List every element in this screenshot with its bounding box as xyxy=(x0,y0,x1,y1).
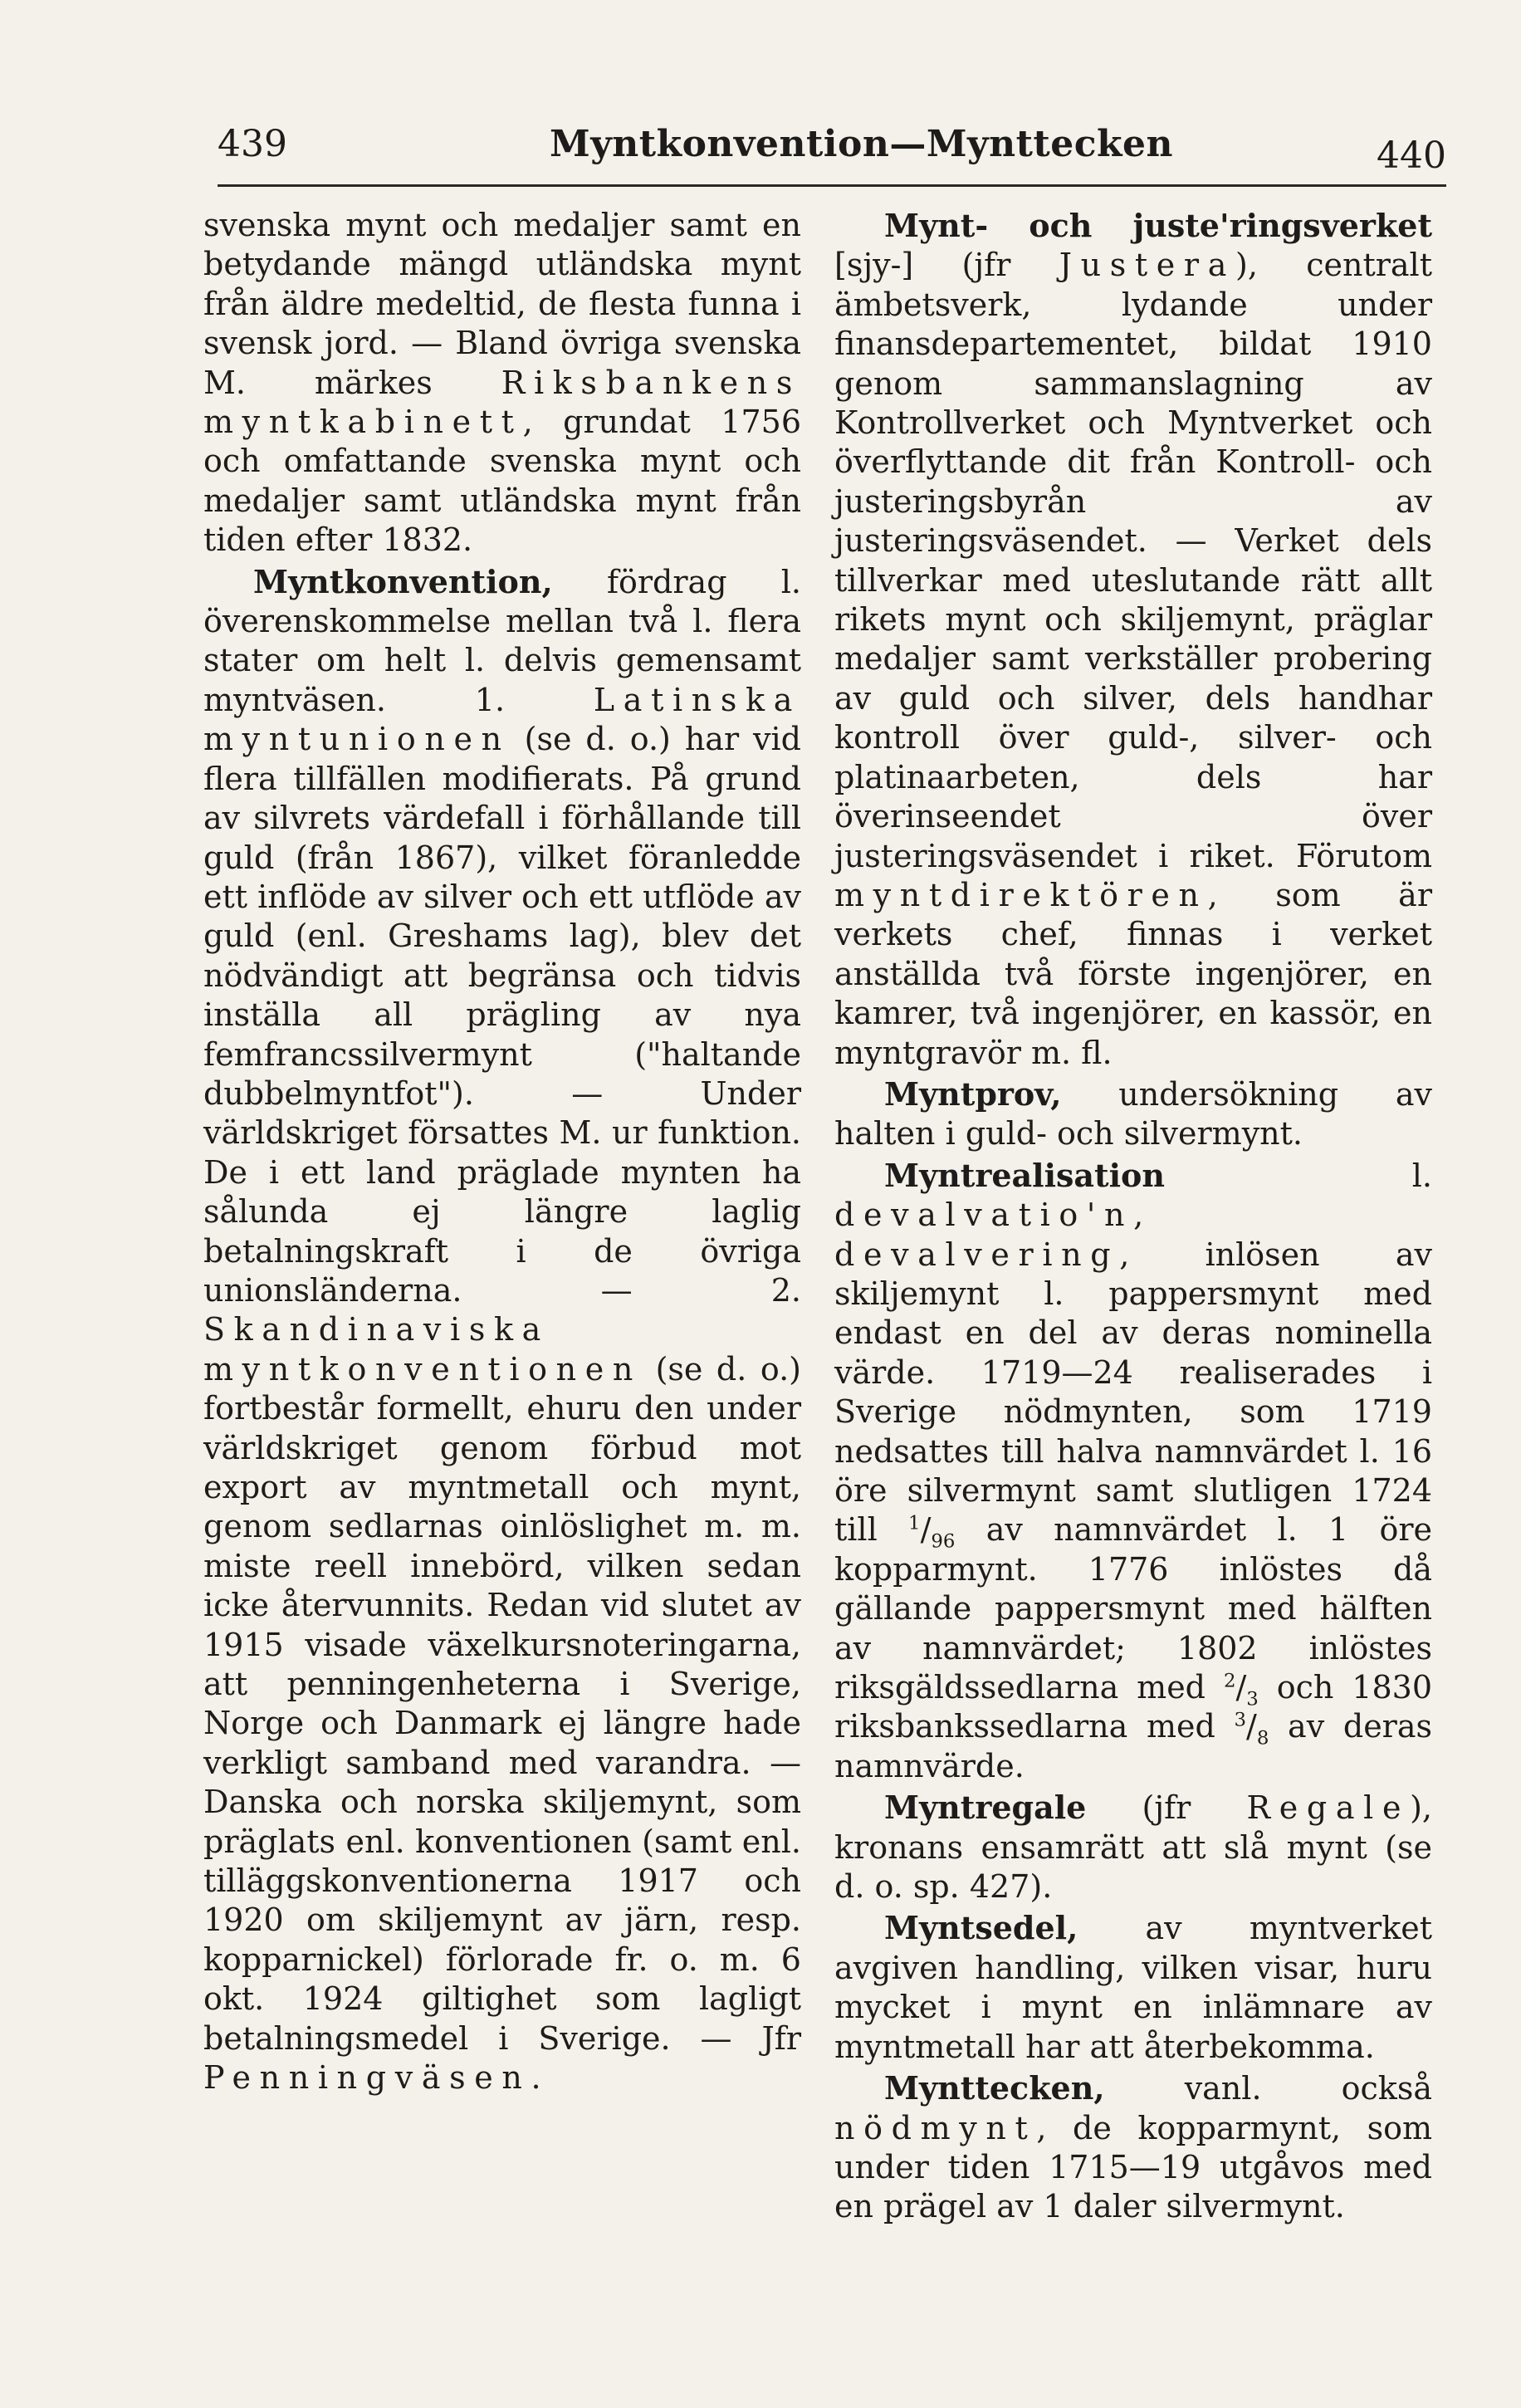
spaced-term: Riksbankens myntkabinett xyxy=(203,364,801,441)
page-number-right: 440 xyxy=(1377,135,1446,177)
headword: Mynt- och juste'ringsverket xyxy=(884,207,1432,244)
fraction-numerator: 2 xyxy=(1223,1670,1236,1692)
running-header xyxy=(218,116,1446,191)
entry-myntsedel: Myntsedel, av myntverket avgiven handling, vilken visar, huru mycket i mynt en inlämnare av myntmetall har att återbekomma. xyxy=(834,1909,1432,2065)
headword: Mynttecken, xyxy=(884,2069,1105,2107)
right-column xyxy=(834,206,1432,2229)
entry-mynttecken: Mynttecken, vanl. också nödmynt, de kopparmynt, som under tiden 1715—19 utgåvos med en prägel av 1 daler silvermynt. xyxy=(834,2069,1432,2225)
spaced-term: Justera xyxy=(1059,247,1235,284)
fraction-denominator: 96 xyxy=(931,1531,956,1553)
entry-myntrealisation: Myntrealisation l. devalvatio'n, devalvering, inlösen av skiljemynt l. pappersmynt med endast en del av deras nominella värde. 1719—24 realiserades i Sverige nödmynten, som 1719 nedsattes till halva namnvärdet l. 16 öre silvermynt samt slutligen 1724 till $^1/_{96}$ av namnvärdet l. 1 öre kopparmynt. 1776 inlöstes då gällande pappersmynt med hälften av namnvärdet; 1802 inlöstes riksgäldssedlarna med $^2/_3$ och 1830 riksbankssedlarna med $^3/_8$ av deras namnvärde. xyxy=(834,1156,1433,1784)
headword: Myntkonvention, xyxy=(253,562,553,600)
headword: Myntrealisation xyxy=(884,1156,1165,1194)
fraction-numerator: 3 xyxy=(1234,1709,1247,1731)
spaced-term: Skandinaviska myntkonventionen xyxy=(203,1311,643,1388)
fraction-denominator: 8 xyxy=(1256,1728,1269,1750)
left-column xyxy=(203,206,801,2100)
spaced-term: devalvatio'n xyxy=(834,1197,1134,1234)
page-number-left: 439 xyxy=(218,123,287,165)
continued-entry: svenska mynt och medaljer samt en betydande mängd utländska mynt från äldre medeltid, de flesta funna i svensk jord. — Bland övriga svenska M. märkes Riksbankens myntkabinett, grundat 1756 och omfattande svenska mynt och medaljer samt utländska mynt från tiden efter 1832. xyxy=(203,207,801,559)
fraction-denominator: 3 xyxy=(1246,1688,1259,1711)
spaced-term: devalvering xyxy=(834,1236,1120,1273)
headword: Myntregale xyxy=(884,1789,1087,1827)
entry-myntregale: Myntregale (jfr Regale), kronans ensamrätt att slå mynt (se d. o. sp. 427). xyxy=(834,1789,1432,1906)
headword: Myntprov, xyxy=(884,1074,1062,1113)
header-rule xyxy=(218,184,1446,187)
running-title: Myntkonvention—Mynttecken xyxy=(550,123,1174,165)
spaced-term: Regale xyxy=(1246,1789,1411,1827)
spaced-term: Penningväsen. xyxy=(203,2059,550,2097)
entry-mynt-och-justeringsverket: Mynt- och juste'ringsverket [sjy-] (jfr Justera), centralt ämbetsverk, lydande under finansdepartementet, bildat 1910 genom sammanslagning av Kontrollverket och Myntverket och överflyttande dit från Kontroll- och justeringsbyrån av justeringsväsendet. — Verket dels tillverkar med uteslutande rätt allt rikets mynt och skiljemynt, präglar medaljer samt verkställer probering av guld och silver, dels handhar kontroll över guld-, silver- och platinaarbeten, dels har överinseendet över justeringsväsendet i riket. Förutom myntdirektören, som är verkets chef, finnas i verket anställda två förste ingenjörer, en kamrer, två ingenjörer, en kassör, en myntgravör m. fl. xyxy=(834,207,1432,1071)
fraction-numerator: 1 xyxy=(908,1512,921,1534)
entry-myntprov: Myntprov, undersökning av halten i guld- och silvermynt. xyxy=(834,1074,1432,1153)
spaced-term: Latinska myntunionen xyxy=(203,681,801,758)
spaced-term: myntdirektören xyxy=(834,876,1208,913)
spaced-term: nödmynt xyxy=(834,2109,1037,2146)
entry-myntkonvention: Myntkonvention, fördrag l. överenskommelse mellan två l. flera stater om helt l. delvis gemensamt myntväsen. 1. Latinska myntunionen (se d. o.) har vid flera tillfällen modifierats. På grund av silvrets värdefall i förhållande till guld (från 1867), vilket föranledde ett inflöde av silver och ett utflöde av guld (enl. Greshams lag), blev det nödvändigt att begränsa och tidvis inställa all prägling av nya femfrancssilvermynt ("haltande dubbelmyntfot"). — Under världskriget försattes M. ur funktion. De i ett land präglade mynten ha sålunda ej längre laglig betalningskraft i de övriga unionsländerna. — 2. Skandinaviska myntkonventionen (se d. o.) fortbestår formellt, ehuru den under världskriget genom förbud mot export av myntmetall och mynt, genom sedlarnas oinlöslighet m. m. miste reell innebörd, vilken sedan icke återvunnits. Redan vid slutet av 1915 visade växelkursnoteringarna, att penningenheterna i Sverige, Norge och Danmark ej längre hade verkligt samband med varandra. — Danska och norska skiljemynt, som präglats enl. konventionen (samt enl. tilläggskonventionerna 1917 och 1920 om skiljemynt av järn, resp. kopparnickel) förlorade fr. o. m. 6 okt. 1924 giltighet som lagligt betalningsmedel i Sverige. — Jfr Penningväsen. xyxy=(203,562,801,2097)
headword: Myntsedel, xyxy=(884,1909,1078,1947)
